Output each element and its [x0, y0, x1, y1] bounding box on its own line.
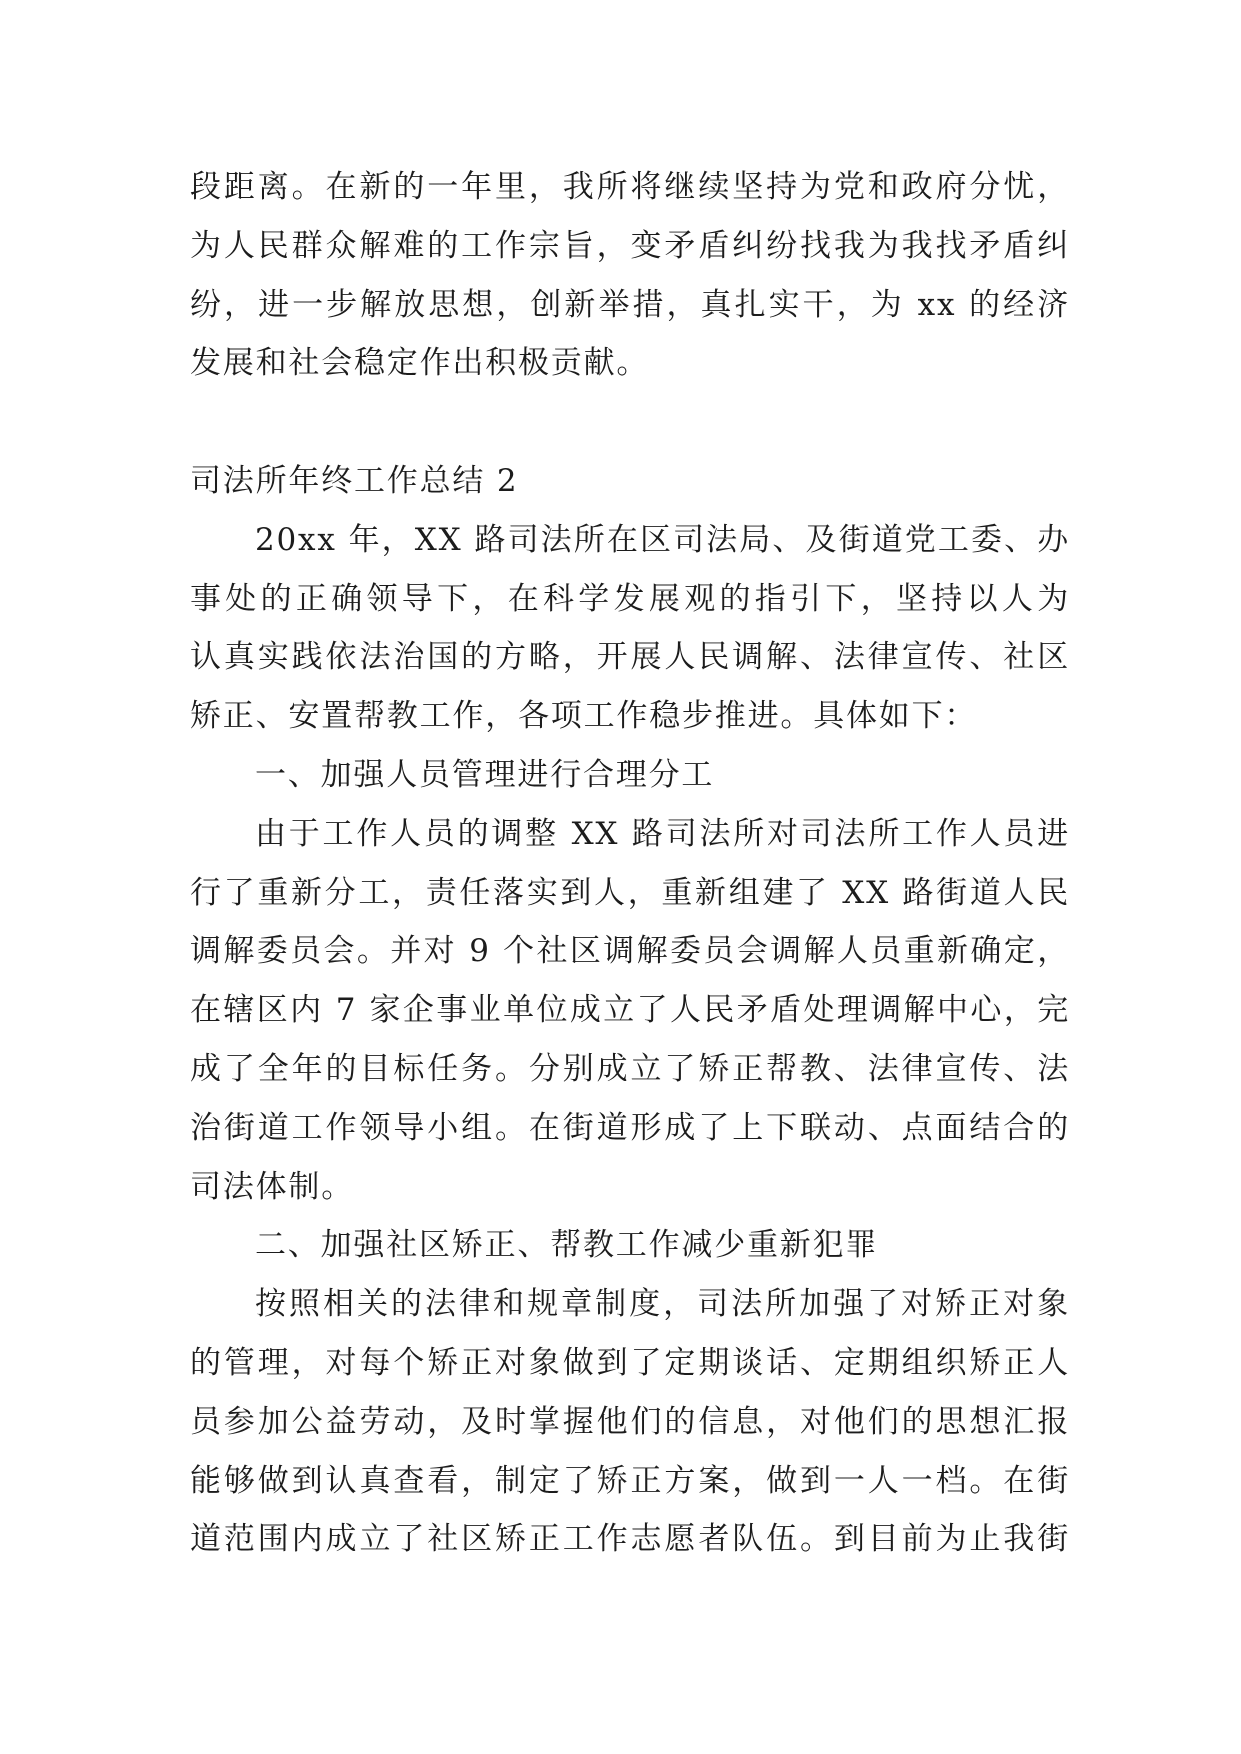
blank-line	[190, 393, 1070, 452]
subheading-2: 二、加强社区矫正、帮教工作减少重新犯罪	[255, 1227, 879, 1264]
section-title: 司法所年终工作总结 2	[190, 462, 519, 499]
text-line: 调解委员会。并对 9 个社区调解委员会调解人员重新确定，	[190, 933, 1070, 970]
paragraph-intro	[190, 511, 1070, 746]
paragraph-continuation	[190, 158, 1070, 393]
text-line: 事处的正确领导下，在科学发展观的指引下，坚持以人为	[190, 580, 1070, 617]
text-line: 按照相关的法律和规章制度，司法所加强了对矫正对象	[255, 1286, 1070, 1323]
text-line: 能够做到认真查看，制定了矫正方案，做到一人一档。在街	[190, 1462, 1070, 1499]
text-line: 发展和社会稳定作出积极贡献。	[190, 345, 650, 382]
text-line: 司法体制。	[190, 1168, 354, 1205]
text-line: 段距离。在新的一年里，我所将继续坚持为党和政府分忧，	[190, 169, 1070, 205]
subheading-1: 一、加强人员管理进行合理分工	[255, 756, 715, 793]
text-line: 员参加公益劳动，及时掌握他们的信息，对他们的思想汇报	[190, 1403, 1070, 1440]
text-line: 认真实践依法治国的方略，开展人民调解、法律宣传、社区	[190, 639, 1070, 676]
text-line: 20xx 年，XX 路司法所在区司法局、及街道党工委、办	[255, 521, 1070, 558]
paragraph-2	[190, 1275, 1070, 1569]
document-body	[190, 158, 1070, 1569]
text-line: 由于工作人员的调整 XX 路司法所对司法所工作人员进	[255, 815, 1070, 852]
text-line: 治街道工作领导小组。在街道形成了上下联动、点面结合的	[190, 1109, 1070, 1146]
text-line: 行了重新分工，责任落实到人，重新组建了 XX 路街道人民	[190, 874, 1070, 911]
text-line: 的管理，对每个矫正对象做到了定期谈话、定期组织矫正人	[190, 1344, 1070, 1381]
text-line: 成了全年的目标任务。分别成立了矫正帮教、法律宣传、法	[190, 1050, 1070, 1087]
text-line: 道范围内成立了社区矫正工作志愿者队伍。到目前为止我街	[190, 1521, 1070, 1558]
text-line: 为人民群众解难的工作宗旨，变矛盾纠纷找我为我找矛盾纠	[190, 227, 1070, 264]
text-line: 在辖区内 7 家企事业单位成立了人民矛盾处理调解中心，完	[190, 992, 1070, 1029]
paragraph-1	[190, 805, 1070, 1217]
text-line: 矫正、安置帮教工作，各项工作稳步推进。具体如下：	[190, 698, 978, 735]
text-line: 纷，进一步解放思想，创新举措，真扎实干，为 xx 的经济	[190, 286, 1070, 323]
